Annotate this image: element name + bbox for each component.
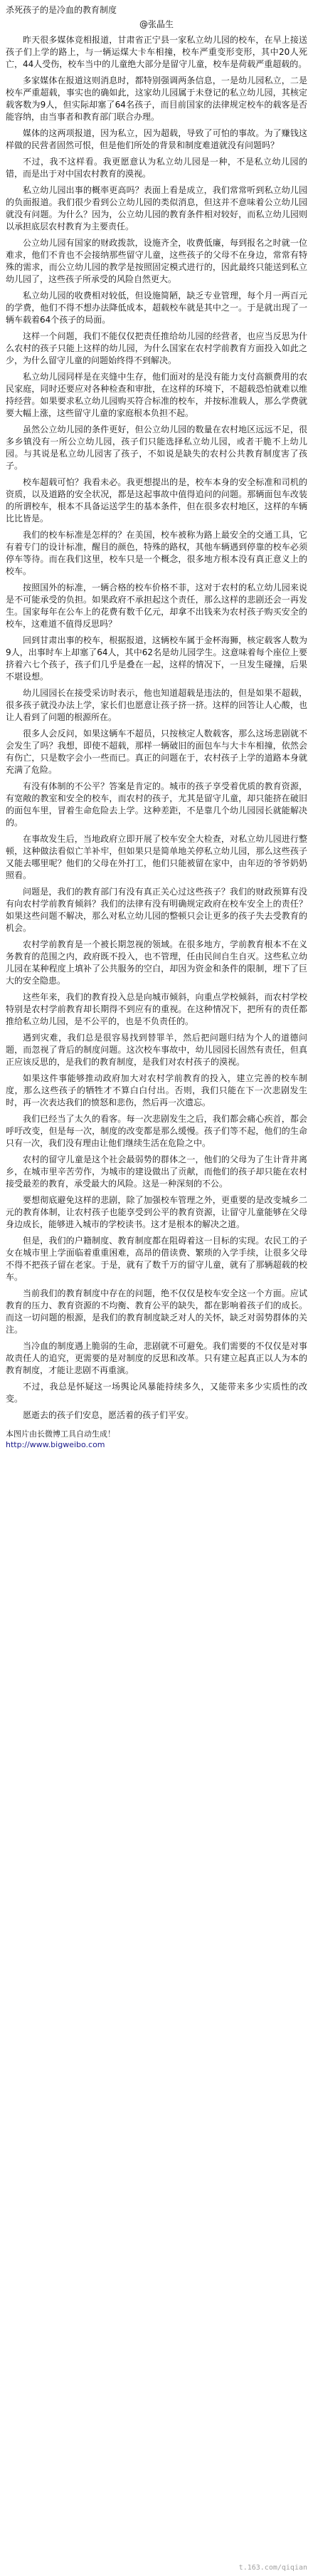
paragraph: 在事故发生后，当地政府立即开展了校车安全大检查，对私立幼儿园进行整顿，这种做法看似亡羊补牢，但如果只是简单地关停私立幼儿园，那么这些孩子又能去哪里呢？他们的父母在外打工，他们只能被留在家中，由年迈的爷爷奶奶照看。 [6, 834, 307, 880]
paragraph: 农村学前教育是一个被长期忽视的领域。在很多地方，学前教育根本不在义务教育的范围之内，政府既不投入，也不管理，任由民间自生自灭。这些私立幼儿园在某种程度上填补了公共服务的空白，却因为资金和条件的限制，埋下了巨大的安全隐患。 [6, 939, 307, 986]
paragraph: 问题是，我们的教育部门有没有真正关心过这些孩子？我们的财政预算有没有向农村学前教育倾斜？我们的法律有没有明确规定政府在校车安全上的责任？如果这些问题不解决，那么对私立幼儿园的整顿只会让更多的孩子失去受教育的机会。 [6, 887, 307, 933]
paragraph: 如果这件事能够推动政府加大对农村学前教育的投入，建立完善的校车制度，那么这些孩子的牺牲才不算白白付出。否则，我们只能在下一次悲剧发生时，再一次表达我们的愤怒和悲伤，然后再一次遗忘。 [6, 1073, 307, 1107]
paragraph: 私立幼儿园出事的概率更高吗？表面上看是成立，我们常常听到私立幼儿园的负面报道。我们很少看到公立幼儿园的类似消息，但这并不意味着公立幼儿园就没有问题。为什么？因为，公立幼儿园的教育条件相对较好，而私立幼儿园则以承担底层农村教育为主要责任。 [6, 185, 307, 231]
paragraph: 要想彻底避免这样的悲剧，除了加强校车管理之外，更重要的是改变城乡二元的教育体制，让农村孩子也能享受到公平的教育资源，让留守儿童能够在父母身边成长，能够进入城市的学校读书。这才是根本的解决之道。 [6, 1195, 307, 1229]
article-body [6, 34, 307, 1422]
paragraph: 当前我们的教育制度中存在的问题，绝不仅仅是校车安全这一个方面。应试教育的压力、教育资源的不均衡、教育公平的缺失，都在影响着孩子们的成长。而这一切问题的根源，是我们的教育制度缺乏对人的关怀，缺乏对弱势群体的关注。 [6, 1288, 307, 1335]
footer-link[interactable]: http://www.bigweibo.com [6, 1440, 105, 1449]
paragraph: 按照国外的标准，一辆合格的校车价格不菲，这对于农村的私立幼儿园来说是不可能承受的负担。如果政府不承担起这个责任，那么这样的悲剧还会一再发生。国家每年在公车上的花费有数千亿元，却拿不出钱来为农村孩子购买安全的校车，这难道不值得反思吗？ [6, 583, 307, 629]
paragraph: 我们已经当了太久的看客。每一次悲剧发生之后，我们都会痛心疾首，都会呼吁改变，但是每一次，制度的改变都是那么缓慢。孩子们等不起，他们的生命只有一次，我们没有理由让他们继续生活在危险之中。 [6, 1114, 307, 1148]
paragraph: 不过，我不这样看。我更愿意认为私立幼儿园是一种，不是私立幼儿园的错，而是出于对中国农村教育的漠视。 [6, 157, 307, 179]
footer-generator-note: 本图片由长微博工具自动生成！ [6, 1429, 115, 1439]
paragraph: 愿逝去的孩子们安息，愿活着的孩子们平安。 [23, 1410, 194, 1420]
paragraph: 幼儿园园长在接受采访时表示，他也知道超载是违法的，但是如果不超载，很多孩子就没办法上学，家长们也愿意让孩子挤一挤。这样的回答让人心酸，也让人看到了问题的根源所在。 [6, 688, 307, 722]
article-author: @张晶生 [139, 19, 174, 29]
paragraph: 回到甘肃出事的校车，根据报道，这辆校车属于金杯海狮，核定载客人数为9人，出事时车上却塞了64人，其中62名是幼儿园学生。这意味着每个座位上要挤着六七个孩子，孩子们几乎是叠在一起，这样的情况下，一旦发生碰撞，后果不堪设想。 [6, 635, 307, 682]
paragraph: 有没有体制的不公平？答案是肯定的。城市的孩子享受着优质的教育资源，有宽敞的教室和安全的校车，而农村的孩子，尤其是留守儿童，却只能挤在破旧的面包车里，冒着生命危险去上学。这种差距，不是靠几个幼儿园园长就能解决的。 [6, 781, 307, 828]
paragraph: 公立幼儿园有国家的财政拨款，设施齐全，收费低廉，每到报名之时就一位难求，他们不肯也不会接纳那些留守儿童，这些孩子的父母不在身边，常常有特殊的需求，而公立幼儿园的教学是按照固定模式进行的，因此最终只能送到私立幼儿园了，这些孩子所承受的风险自然更大。 [6, 238, 307, 284]
footer [6, 1429, 307, 1450]
paragraph: 多家媒体在报道这则消息时，都特别强调两条信息，一是幼儿园私立，二是校车严重超载，事实也的确如此，这家幼儿园属于未登记的私立幼儿园，其核定载客数为9人，但实际却塞了64名孩子，而目前国家的法律规定校车的载客是否能容纳，由当事者和教育部门联合办理。 [6, 75, 307, 122]
paragraph: 我们的校车标准是怎样的？在美国，校车被称为路上最安全的交通工具，它有着专门的设计标准，醒目的颜色，特殊的路权，其他车辆遇到停靠的校车必须停车等待。而在我们这里，校车只是一个概念，很多地方根本没有真正意义上的校车。 [6, 530, 307, 576]
paragraph: 这样一个问题，我们不能仅仅把责任推给幼儿园的经营者，也应当反思为什么农村的孩子只能上这样的幼儿园，为什么国家在农村学前教育方面投入如此之少，为什么留守儿童的问题始终得不到解决。 [6, 331, 307, 365]
paragraph: 很多人会反问，如果这辆车不超员，只按核定人数载客，那么这场悲剧就不会发生了吗？我想，即使不超载，那样一辆破旧的面包车与大卡车相撞，依然会有伤亡，只是数字会小一些而已。真正的问题在于，农村孩子上学的道路本身就充满了危险。 [6, 729, 307, 775]
paragraph: 私立幼儿园同样是在夹缝中生存，他们面对的是没有能力支付高额费用的农民家庭，同时还要应对各种检查和审批，在这样的环境下，不超载恐怕就难以维持经营。如果要求私立幼儿园购买符合标准的校车，并按标准载人，那么学费就要大幅上涨，这些留守儿童的家庭根本负担不起。 [6, 372, 307, 418]
article-title: 杀死孩子的是冷血的教育制度 [6, 5, 117, 15]
paragraph: 虽然公立幼儿园的条件更好，但公立幼儿园的数量在农村地区远远不足，很多乡镇没有一所公立幼儿园，孩子们只能选择私立幼儿园，或者干脆不上幼儿园。与其说是私立幼儿园害了孩子，不如说是缺失的农村公共教育制度害了孩子。 [6, 424, 307, 471]
paragraph: 校车超载可怕？我看未必。我更想提出的是，校车本身的安全标准和司机的资质，以及道路的安全状况，都是这起事故中值得追问的问题。那辆面包车改装的所谓校车，根本不具备运送学生的基本条件，但在很多农村地区，这样的车辆比比皆是。 [6, 477, 307, 523]
paragraph: 媒体的这两项报道，因为私立，因为超载，导致了可怕的事故。为了赚钱这样做的民营者固然可恨，但是他们所处的背景和制度难道就没有问题吗？ [6, 128, 307, 150]
paragraph: 这些年来，我们的教育投入总是向城市倾斜，向重点学校倾斜，而农村学校特别是农村学前教育却长期得不到应有的重视。在这种情况下，把所有的责任都推给私立幼儿园，是不公平的，也是不负责任的。 [6, 992, 307, 1026]
paragraph: 农村的留守儿童是这个社会最弱势的群体之一，他们的父母为了生计背井离乡，在城市里辛苦劳作，为城市的建设做出了贡献，而他们的孩子却只能在农村接受最差的教育，承受最大的风险。这是一种深刻的不公。 [6, 1154, 307, 1189]
paragraph: 不过，我总是怀疑这一场舆论风暴能持续多久，又能带来多少实质性的改变。 [6, 1382, 307, 1404]
watermark: t.163.com/qiqian [238, 2564, 307, 2572]
paragraph: 当冷血的制度遇上脆弱的生命，悲剧就不可避免。我们需要的不仅仅是对事故责任人的追究，更需要的是对制度的反思和改革。只有建立起真正以人为本的教育制度，才能让悲剧不再重演。 [6, 1341, 307, 1375]
paragraph: 遇到灾难，我们总是很容易找到替罪羊，然后把问题归结为个人的道德问题，而忽视了背后的制度问题。这次校车事故中，幼儿园园长固然有责任，但真正应该反思的，是我们的教育制度，是我们对农村孩子的漠视。 [6, 1033, 307, 1067]
paragraph: 昨天很多媒体竞相报道，甘肃省正宁县一家私立幼儿园的校车，在早上接送孩子们上学的路上，与一辆运煤大卡车相撞，校车严重变形变形，其中20人死亡，44人受伤，校车当中的儿童绝大部分是留守儿童，校车是荷载严重超载的。 [6, 35, 307, 69]
paragraph: 私立幼儿园的收费相对较低，但设施简陋，缺乏专业管理，每个月一两百元的学费，他们不得不想办法降低成本，超载校车就是其中之一。于是就出现了一辆车载着64个孩子的局面。 [6, 291, 307, 325]
paragraph: 但是，我们的户籍制度、教育制度都在阻碍着这一目标的实现。农民工的子女在城市里上学面临着重重困难，高昂的借读费、繁琐的入学手续，让很多父母不得不把孩子留在老家。于是，就有了数千万的留守儿童，就有了那辆超载的校车。 [6, 1236, 307, 1282]
